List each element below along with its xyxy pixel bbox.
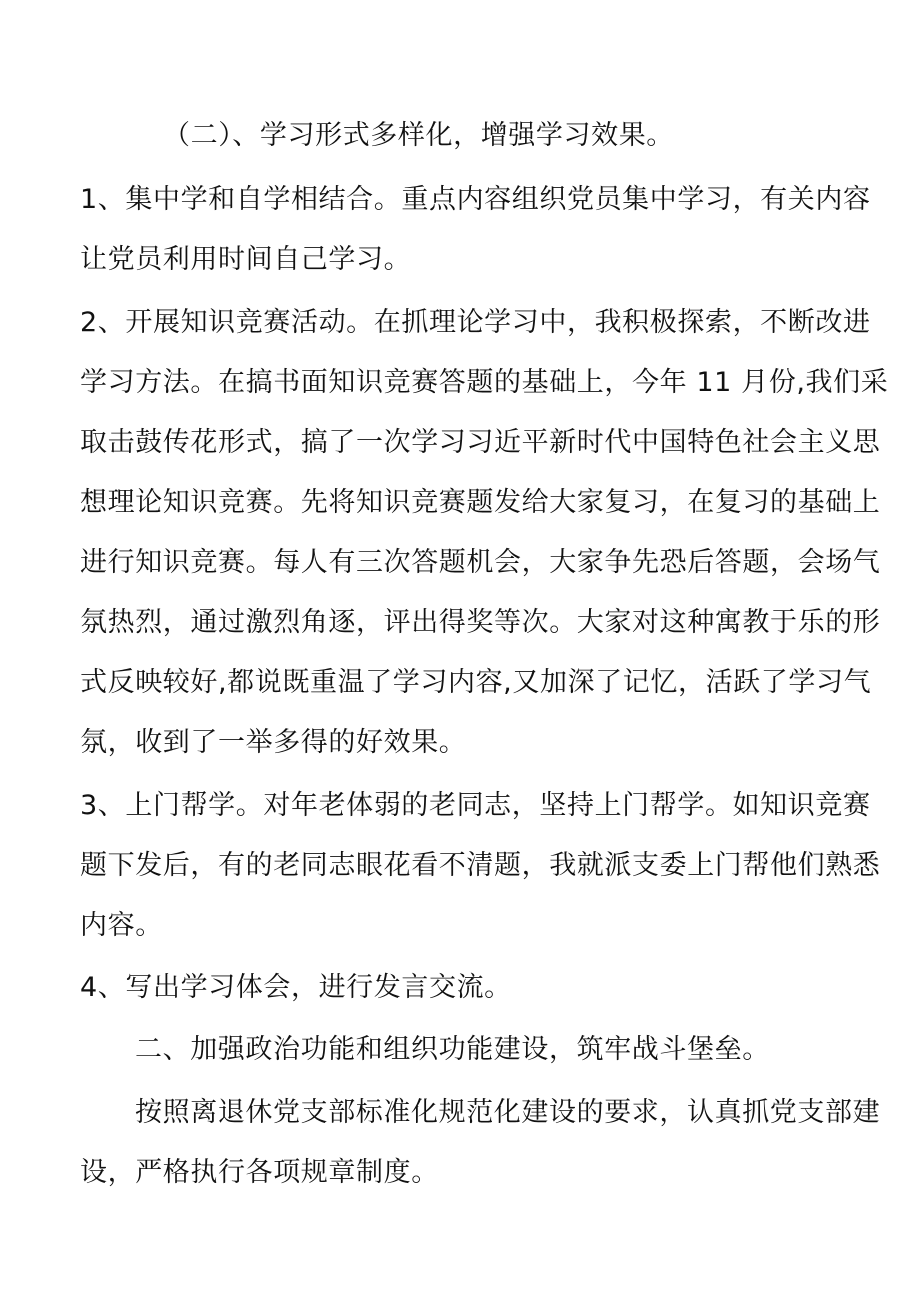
paragraph-line: 氛热烈，通过激烈角逐，评出得奖等次。大家对这种寓教于乐的形 [80,607,881,638]
paragraph-line: 内容。 [80,910,163,941]
paragraph-line: 3、上门帮学。对年老体弱的老同志，坚持上门帮学。如知识竞赛 [80,790,871,821]
paragraph-line: 取击鼓传花形式，搞了一次学习习近平新时代中国特色社会主义思 [80,427,881,458]
paragraph-line: 设，严格执行各项规章制度。 [80,1157,439,1188]
paragraph-line: 学习方法。在搞书面知识竞赛答题的基础上，今年 11 月份,我们采 [80,367,889,398]
section-heading-organization: 二、加强政治功能和组织功能建设，筑牢战斗堡垒。 [135,1034,770,1065]
paragraph-line: 进行知识竞赛。每人有三次答题机会，大家争先恐后答题，会场气 [80,547,881,578]
paragraph-line: 式反映较好,都说既重温了学习内容,又加深了记忆，活跃了学习气 [80,667,872,698]
paragraph-line: 2、开展知识竞赛活动。在抓理论学习中，我积极探索，不断改进 [80,307,871,338]
paragraph-line: 1、集中学和自学相结合。重点内容组织党员集中学习，有关内容 [80,184,871,215]
section-heading-learning-forms: （二）、学习形式多样化，增强学习效果。 [163,120,674,151]
paragraph-line: 氛，收到了一举多得的好效果。 [80,727,467,758]
paragraph-line: 4、写出学习体会，进行发言交流。 [80,972,512,1003]
paragraph-line: 按照离退休党支部标准化规范化建设的要求，认真抓党支部建 [135,1097,881,1128]
paragraph-line: 题下发后，有的老同志眼花看不清题，我就派支委上门帮他们熟悉 [80,850,881,881]
paragraph-line: 让党员利用时间自己学习。 [80,244,412,275]
paragraph-line: 想理论知识竞赛。先将知识竞赛题发给大家复习，在复习的基础上 [80,487,881,518]
